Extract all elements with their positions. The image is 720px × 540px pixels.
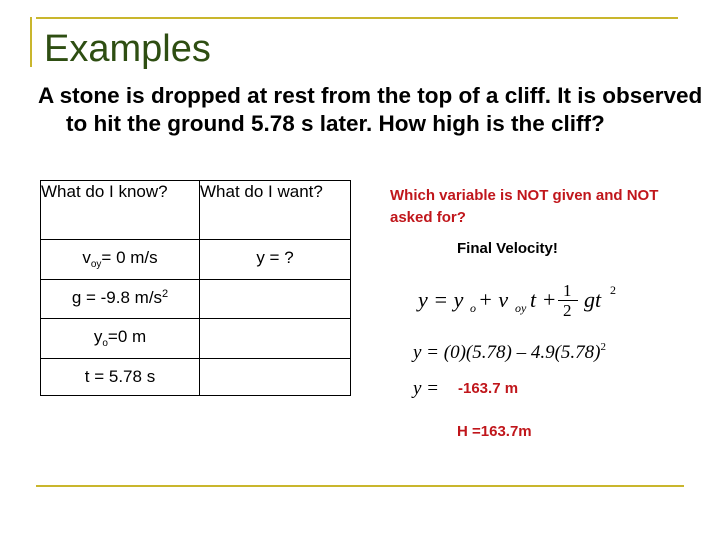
empty-cell [200,359,351,396]
header-know: What do I know? [41,181,200,240]
eq2-text: y = (0)(5.78) – 4.9(5.78) [413,342,601,363]
eq1-denominator: 2 [563,301,572,320]
top-rule [36,17,678,19]
known-wanted-table [40,180,351,396]
result-equation-lhs: y = [413,378,440,399]
gravity-cell [41,280,200,319]
eq1-sub-oy: oy [515,301,527,315]
eq2-exponent: 2 [600,341,606,353]
g-value: g = -9.8 m/s [71,288,163,307]
initial-position-cell [41,319,200,359]
vo-value: = 0 m/s [101,248,158,267]
eq1-exponent: 2 [610,283,616,297]
yo-value: =0 m [107,327,147,346]
g-exponent: 2 [162,288,169,300]
left-rule [30,17,32,67]
header-want: What do I want? [200,181,351,240]
initial-velocity-cell [41,240,200,280]
want-y-cell: y = ? [200,240,351,280]
empty-cell [200,319,351,359]
problem-statement: A stone is dropped at rest from the top of a cliff. It is observed to hit the ground 5.78 s later. How high is the cliff? [38,83,703,136]
yo-symbol: y [93,327,103,346]
empty-cell [200,280,351,319]
missing-variable-question: Which variable is NOT given and NOT asked for? [390,187,659,226]
bottom-rule [36,485,684,487]
kinematic-equation [418,283,628,323]
vo-subscript: oy [90,259,102,270]
eq1-sub-o: o [470,301,476,315]
yo-subscript: o [102,338,108,349]
substituted-equation [413,342,606,364]
missing-variable-answer: Final Velocity! [457,240,558,257]
result-value: -163.7 m [458,380,519,397]
slide-title: Examples [44,28,211,70]
eq1-numerator: 1 [563,281,572,300]
eq1-lhs: y = y [418,287,464,312]
eq1-gt: gt [584,287,602,312]
eq1-plus-v: + v [478,287,509,312]
vo-symbol: v [82,248,91,267]
eq1-t: t + [530,287,557,312]
time-cell: t = 5.78 s [41,359,200,396]
cliff-height: H =163.7m [457,423,532,440]
